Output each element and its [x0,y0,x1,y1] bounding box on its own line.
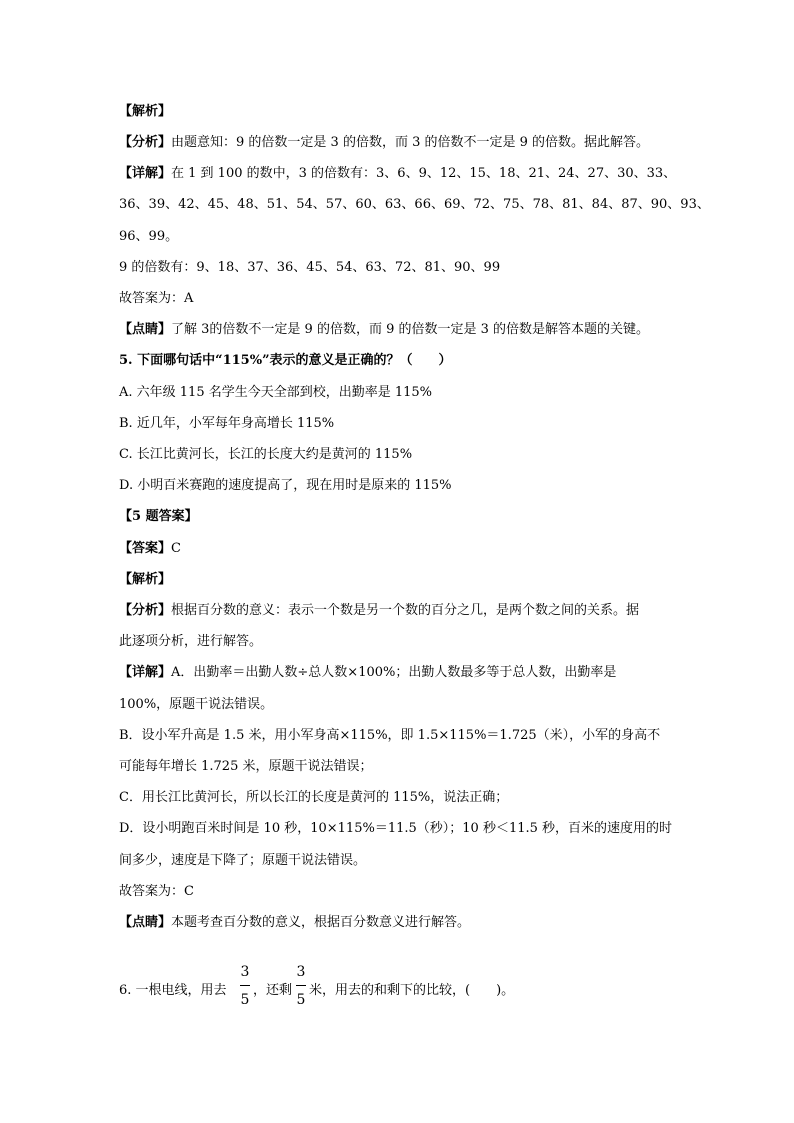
text-line: 【详解】A．出勤率＝出勤人数÷总人数×100%；出勤人数最多等于总人数，出勤率是 [119,665,617,680]
text-line: C．用长江比黄河长，所以长江的长度是黄河的 115%，说法正确； [119,790,509,805]
text-line: 【点睛】本题考查百分数的意义，根据百分数意义进行解答。 [119,915,471,930]
answer-heading: 【5 题答案】 [119,509,198,524]
question-6-text-1: 6. 一根电线，用去 [119,983,227,998]
text-line: 【分析】由题意知：9 的倍数一定是 3 的倍数，而 3 的倍数不一定是 9 的倍数。据此解答。 [119,135,650,150]
option-c: C. 长江比黄河长，长江的长度大约是黄河的 115% [119,447,413,462]
text-line: 【点睛】了解 3的倍数不一定是 9 的倍数，而 9 的倍数一定是 3 的倍数是解答本题的关键。 [119,322,650,337]
text-line: 故答案为：A [119,291,194,306]
question-5-title: 5. 下面哪句话中“115%”表示的意义是正确的？（ ） [119,353,452,368]
text-line: 【解析】 [119,104,172,119]
option-a: A. 六年级 115 名学生今天全部到校，出勤率是 115% [119,385,433,400]
text-line: 100%，原题干说法错误。 [119,697,274,712]
fraction-1-bar [240,985,250,986]
text-line: 9 的倍数有：9、18、37、36、45、54、63、72、81、90、99 [119,260,501,275]
text-line: 【详解】在 1 到 100 的数中，3 的倍数有：3、6、9、12、15、18、21、24、27、30、33、 [119,166,677,181]
text-line: 间多少，速度是下降了；原题干说法错误。 [119,853,367,868]
text-line: 可能每年增长 1.725 米，原题干说法错误； [119,759,373,774]
fraction-1-denominator: 5 [240,992,250,1008]
text-line: D．设小明跑百米时间是 10 秒，10×115%＝11.5（秒）；10 秒＜11.5 秒，百米的速度用的时 [119,821,673,836]
text-line: 【解析】 [119,572,172,587]
fraction-2-denominator: 5 [296,992,306,1008]
text-line: 36、39、42、45、48、51、54、57、60、63、66、69、72、75、78、81、84、87、90、93、 [119,197,710,212]
fraction-2-numerator: 3 [296,964,306,980]
fraction-1-numerator: 3 [240,964,250,980]
text-line: 此逐项分析，进行解答。 [119,634,263,649]
option-d: D. 小明百米赛跑的速度提高了，现在用时是原来的 115% [119,478,452,493]
answer-line: 【答案】C [119,541,181,556]
text-line: B．设小军升高是 1.5 米，用小军身高×115%，即 1.5×115%＝1.725（米），小军的身高不 [119,728,661,743]
fraction-2-bar [296,985,306,986]
text-line: 故答案为：C [119,884,194,899]
question-6-text-3: 米，用去的和剩下的比较，( )。 [309,983,515,998]
question-6-text-2: ，还剩 [253,983,293,998]
option-b: B. 近几年，小军每年身高增长 115% [119,416,335,431]
text-line: 【分析】根据百分数的意义：表示一个数是另一个数的百分之几，是两个数之间的关系。据 [119,603,640,618]
text-line: 96、99。 [119,229,179,244]
